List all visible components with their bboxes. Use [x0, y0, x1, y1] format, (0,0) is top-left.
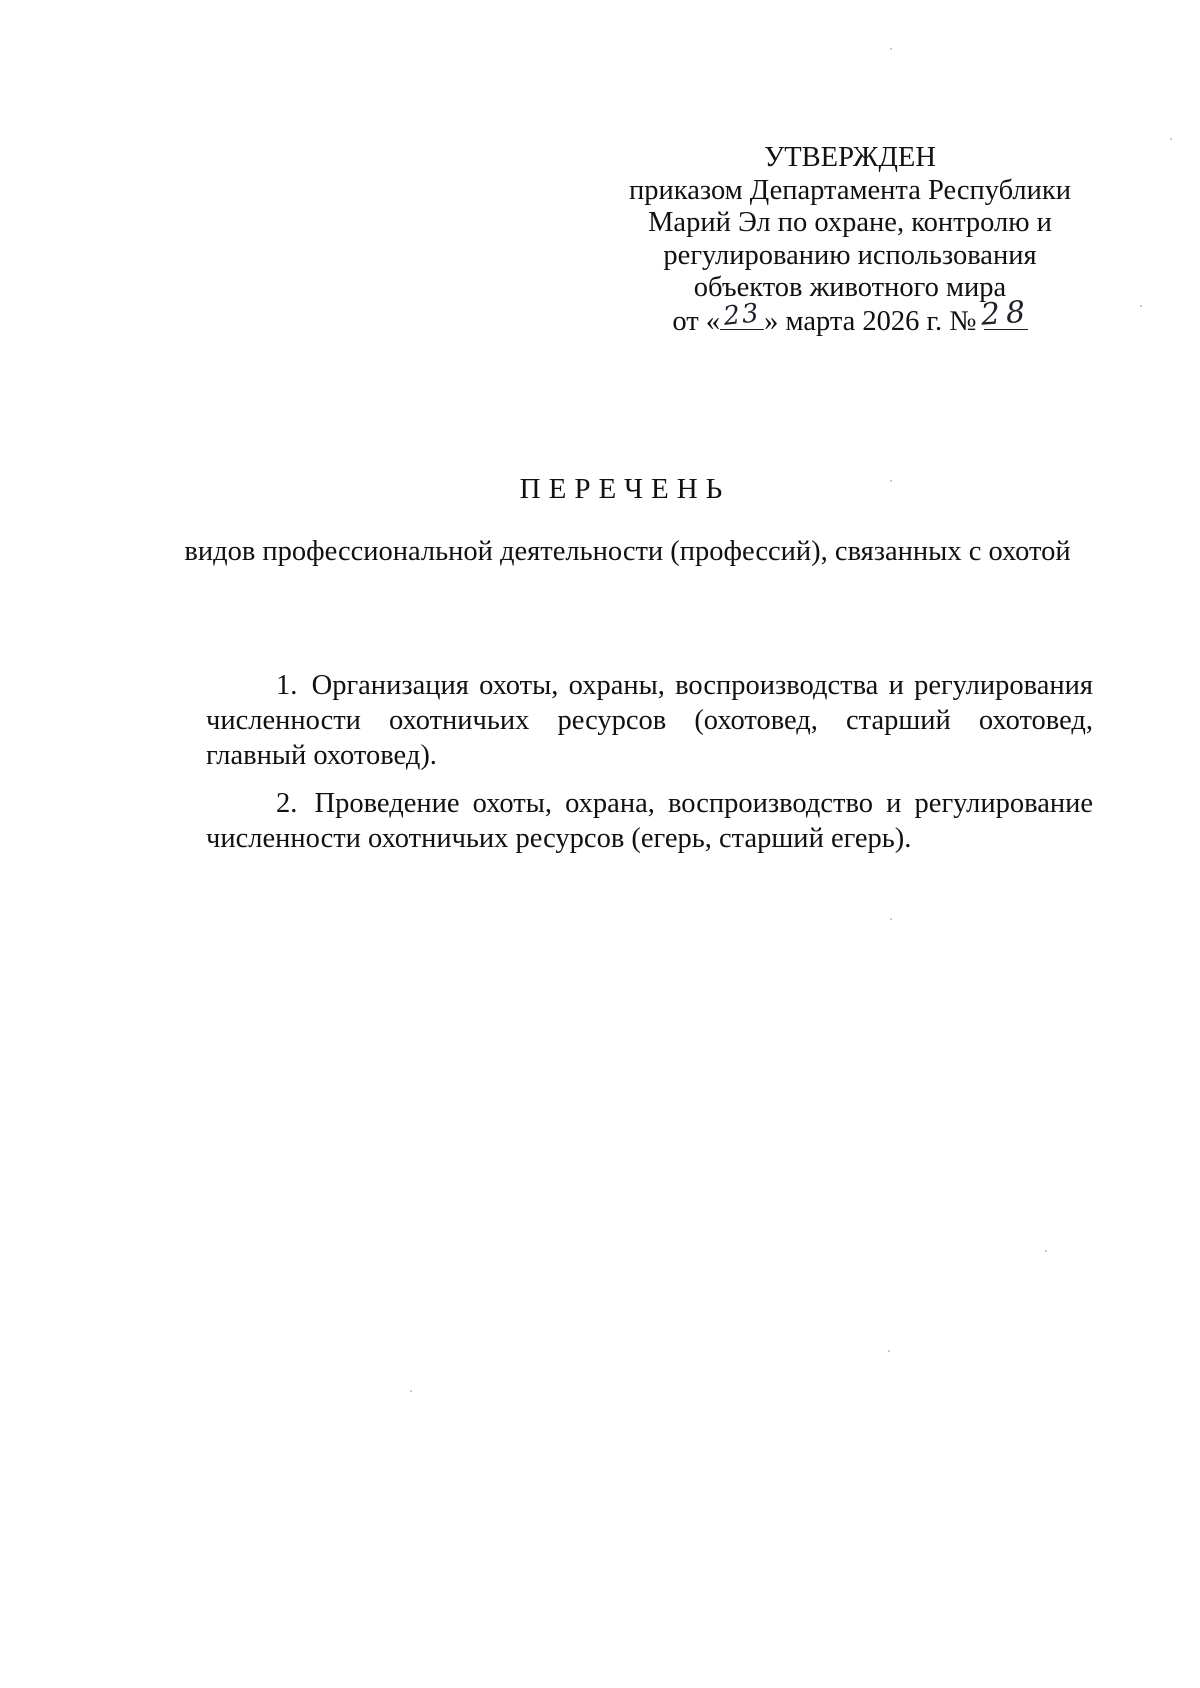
items-list	[206, 668, 1093, 869]
handwritten-order-number: 28	[979, 294, 1032, 333]
date-middle: » марта 2026 г. №	[764, 305, 977, 337]
list-item	[206, 786, 1093, 856]
handwritten-number-field	[979, 294, 1032, 333]
document-title: ПЕРЕЧЕНЬ	[519, 473, 731, 505]
scan-speck	[890, 480, 892, 482]
approval-block	[610, 142, 1090, 338]
approval-line-4: объектов животного мира	[693, 272, 1007, 303]
item-number: 1.	[276, 670, 298, 701]
item-text: Организация охоты, охраны, воспроизводства и регулирования численности охотничьих ресурсов (охотовед, старший охотовед, главный охотовед).	[206, 670, 1093, 771]
approval-heading: УТВЕРЖДЕН	[764, 142, 936, 173]
scan-speck	[888, 1350, 890, 1352]
handwritten-day: 23	[722, 298, 763, 332]
list-item	[206, 668, 1093, 773]
item-text: Проведение охоты, охрана, воспроизводство и регулирование численности охотничьих ресурсов (егерь, старший егерь).	[206, 788, 1093, 854]
scan-speck	[890, 48, 892, 50]
approval-line-3: регулированию использования	[663, 239, 1037, 271]
scan-speck	[1140, 305, 1142, 307]
handwritten-day-field	[720, 298, 764, 332]
approval-line-2: Марий Эл по охране, контролю и	[648, 207, 1052, 238]
approval-date-line	[610, 294, 1090, 339]
item-number: 2.	[276, 788, 298, 819]
date-prefix: от «	[672, 305, 721, 337]
scan-speck	[1170, 138, 1172, 140]
scan-speck	[890, 918, 892, 920]
scan-speck	[410, 1390, 412, 1392]
scan-speck	[1045, 1250, 1047, 1252]
document-subtitle: видов профессиональной деятельности (профессий), связанных с охотой	[184, 536, 1071, 567]
approval-line-1: приказом Департамента Республики	[629, 174, 1071, 206]
